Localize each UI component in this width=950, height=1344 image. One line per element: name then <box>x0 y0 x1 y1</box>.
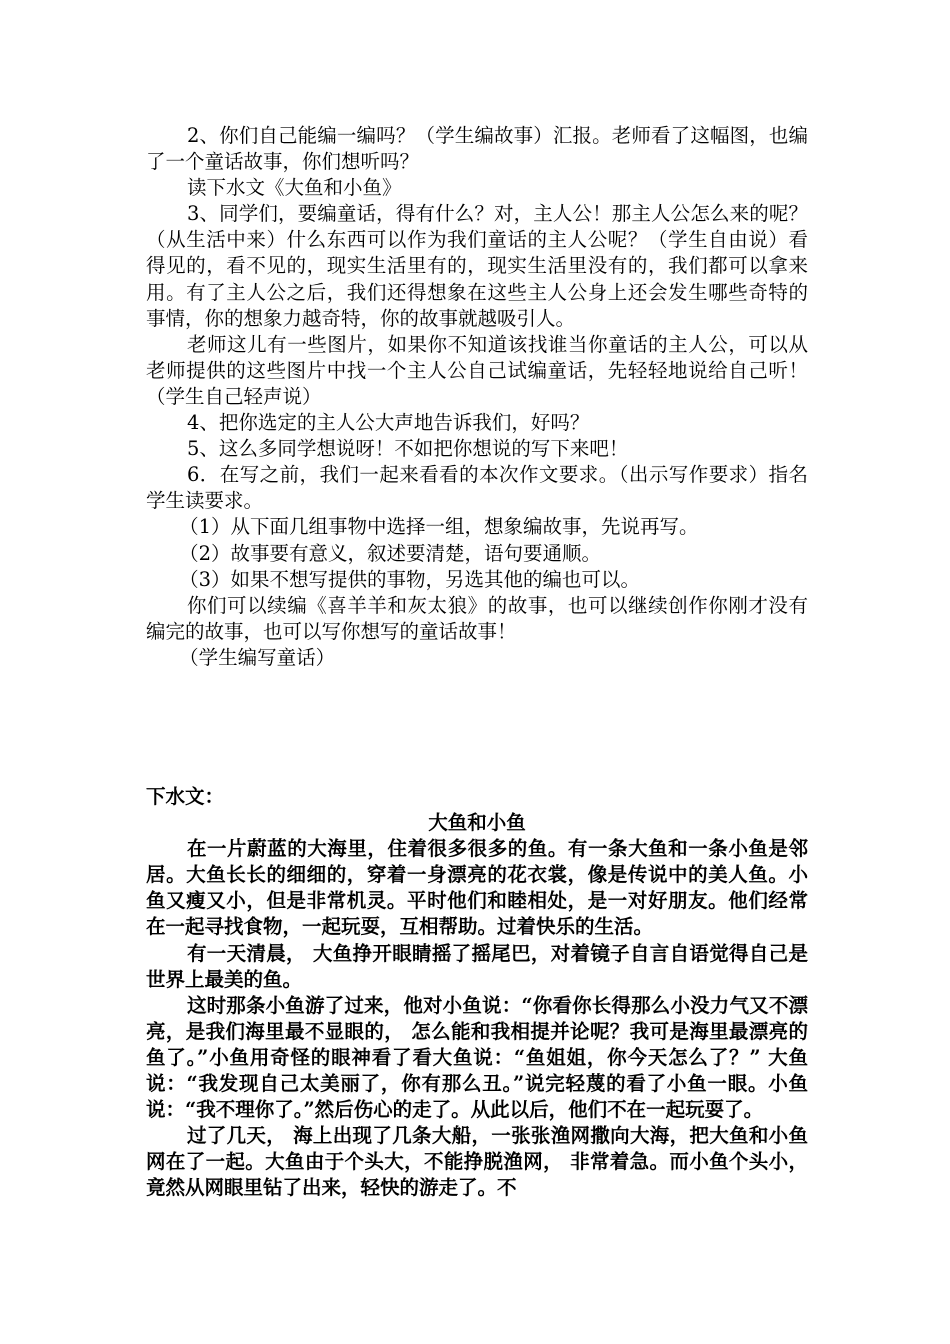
story-paragraph: 在一片蔚蓝的大海里，住着很多很多的鱼。有一条大鱼和一条小鱼是邻居。大鱼长长的细细的，穿着一身漂亮的花衣裳，像是传说中的美人鱼。小鱼又瘦又小，但是非常机灵。平时他们和睦相处，是一对好朋友。他们经常在一起寻找食物，一起玩耍，互相帮助。过着快乐的生活。 <box>146 837 808 939</box>
step-4-paragraph: 4、把你选定的主人公大声地告诉我们，好吗？ <box>186 411 590 435</box>
step-6-paragraph: 6．在写之前，我们一起来看看的本次作文要求。（出示写作要求）指名学生读要求。 <box>146 463 808 513</box>
story-paragraph: 过了几天， 海上出现了几条大船，一张张渔网撒向大海，把大鱼和小鱼网在了一起。大鱼由于个头大，不能挣脱渔网， 非常着急。而小鱼个头小，竟然从网眼里钻了出来，轻快的游走了。不 <box>146 1124 808 1200</box>
requirement-2: （2）故事要有意义，叙述要清楚，语句要通顺。 <box>179 541 602 565</box>
sample-story-heading: 下水文： <box>146 785 225 808</box>
step-2-paragraph: 2、你们自己能编一编吗？（学生编故事）汇报。老师看了这幅图，也编了一个童话故事，你们想听吗？ <box>146 124 808 174</box>
read-story-line: 读下水文《大鱼和小鱼》 <box>186 176 402 200</box>
requirement-3: （3）如果不想写提供的事物，另选其他的编也可以。 <box>179 567 641 591</box>
step-5-paragraph: 5、这么多同学想说呀！不如把你想说的写下来吧！ <box>186 437 629 461</box>
story-paragraph: 这时那条小鱼游了过来，他对小鱼说：“你看你长得那么小没力气又不漂亮，是我们海里最不显眼的， 怎么能和我相提并论呢？我可是海里最漂亮的鱼了。”小鱼用奇怪的眼神看了看大鱼说：“鱼姐姐，你今天怎么了？” 大鱼说：“我发现自己太美丽了，你有那么丑。”说完轻蔑的看了小鱼一眼。小鱼说：“我不理你了。”然后伤心的走了。从此以后，他们不在一起玩耍了。 <box>146 993 808 1122</box>
continuation-paragraph: 你们可以续编《喜羊羊和灰太狼》的故事，也可以继续创作你刚才没有编完的故事，也可以写你想写的童话故事！ <box>146 593 808 643</box>
students-write-note: （学生编写童话） <box>179 645 336 669</box>
requirement-1: （1）从下面几组事物中选择一组，想象编故事，先说再写。 <box>179 515 699 539</box>
story-paragraph: 有一天清晨， 大鱼挣开眼睛摇了摇尾巴，对着镜子自言自语觉得自己是世界上最美的鱼。 <box>146 941 808 991</box>
story-title: 大鱼和小鱼 <box>428 811 526 835</box>
lesson-steps-section <box>146 123 808 671</box>
pictures-paragraph: 老师这儿有一些图片，如果你不知道该找谁当你童话的主人公，可以从老师提供的这些图片中找一个主人公自己试编童话，先轻轻地说给自己听！（学生自己轻声说） <box>146 332 808 408</box>
step-3-paragraph: 3、同学们，要编童话，得有什么？对，主人公！那主人公怎么来的呢？（从生活中来）什么东西可以作为我们童话的主人公呢？（学生自由说）看得见的，看不见的，现实生活里有的，现实生活里没有的，我们都可以拿来用。有了主人公之后，我们还得想象在这些主人公身上还会发生哪些奇特的事情，你的想象力越奇特，你的故事就越吸引人。 <box>146 202 808 330</box>
sample-story-section <box>146 784 808 1202</box>
